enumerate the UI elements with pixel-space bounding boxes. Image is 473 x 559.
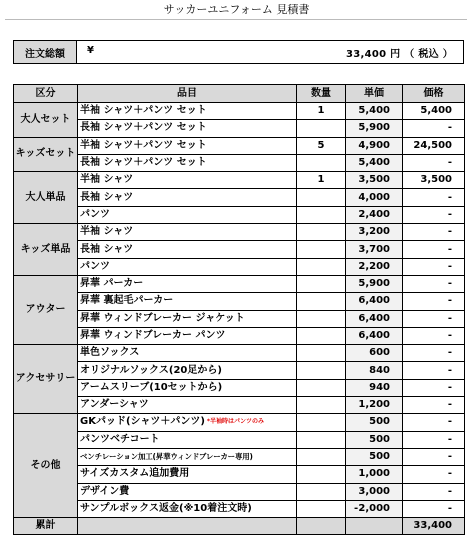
item-name: 長袖 シャツ xyxy=(80,243,134,255)
price-cell: - xyxy=(403,120,465,137)
quantity-cell xyxy=(297,310,346,327)
item-name: デザイン費 xyxy=(80,485,130,497)
item-name: アンダーシャツ xyxy=(80,399,149,411)
price-cell: - xyxy=(403,224,465,241)
table-row xyxy=(14,414,465,431)
item-cell xyxy=(78,345,297,362)
item-cell xyxy=(78,362,297,379)
table-row xyxy=(14,258,465,275)
unit-price-cell xyxy=(346,224,403,241)
table-row xyxy=(14,293,465,310)
category-label: アクセサリー xyxy=(14,345,78,414)
item-cell xyxy=(78,103,297,120)
table-row xyxy=(14,154,465,171)
item-cell xyxy=(78,241,297,258)
cumulative-empty-cell xyxy=(297,518,346,535)
unit-price-cell xyxy=(346,483,403,500)
item-cell xyxy=(78,466,297,483)
item-name: 半袖 シャツ xyxy=(80,226,134,238)
unit-price-value: 2,200 xyxy=(358,260,390,272)
table-row xyxy=(14,345,465,362)
unit-price-value: 6,400 xyxy=(358,330,390,341)
item-cell xyxy=(78,397,297,414)
quantity-cell xyxy=(297,397,346,414)
item-cell xyxy=(78,120,297,137)
item-cell xyxy=(78,258,297,275)
item-name: ベンチレーション加工(昇華ウィンドブレーカー専用) xyxy=(80,452,253,462)
cumulative-total-label: 累計 xyxy=(14,518,78,535)
table-row xyxy=(14,189,465,206)
table-row xyxy=(14,431,465,448)
price-cell: - xyxy=(403,414,465,431)
item-name: 昇華 ウィンドブレーカー ジャケット xyxy=(80,312,245,324)
category-label: キッズ単品 xyxy=(14,224,78,276)
price-cell: 24,500 xyxy=(403,137,465,154)
item-cell xyxy=(78,154,297,171)
unit-price-value: 5,400 xyxy=(358,157,390,169)
table-header-row xyxy=(14,85,465,103)
item-cell xyxy=(78,448,297,465)
item-name: 半袖 シャツ＋パンツ セット xyxy=(80,139,207,151)
item-name: サイズカスタム追加費用 xyxy=(80,468,190,480)
unit-price-value: 5,400 xyxy=(358,105,390,117)
unit-price-value: 3,700 xyxy=(358,243,390,255)
column-header-unit-price: 単価 xyxy=(346,85,403,103)
table-row xyxy=(14,120,465,137)
unit-price-cell xyxy=(346,379,403,396)
unit-price-value: 3,000 xyxy=(358,485,390,497)
quantity-cell xyxy=(297,483,346,500)
unit-price-value: 5,900 xyxy=(358,122,390,134)
table-row xyxy=(14,379,465,396)
item-cell xyxy=(78,189,297,206)
item-name: 半袖 シャツ xyxy=(80,174,134,186)
quantity-cell: 5 xyxy=(297,137,346,154)
column-header-category: 区分 xyxy=(14,85,78,103)
column-header-item: 品目 xyxy=(78,85,297,103)
quantity-cell xyxy=(297,379,346,396)
unit-price-cell xyxy=(346,258,403,275)
item-cell xyxy=(78,224,297,241)
unit-price-cell xyxy=(346,189,403,206)
quantity-cell xyxy=(297,275,346,292)
item-cell xyxy=(78,206,297,223)
order-total-value: 33,400 円 （ 税込 ） xyxy=(345,49,453,60)
unit-price-cell xyxy=(346,120,403,137)
order-total-amount-cell xyxy=(77,41,464,64)
quantity-cell xyxy=(297,500,346,517)
table-row xyxy=(14,397,465,414)
price-cell: - xyxy=(403,310,465,327)
order-total-table xyxy=(13,40,464,64)
item-cell xyxy=(78,137,297,154)
item-name: 長袖 シャツ＋パンツ セット xyxy=(80,122,207,134)
unit-price-cell xyxy=(346,241,403,258)
unit-price-cell xyxy=(346,206,403,223)
unit-price-value: 940 xyxy=(369,381,390,393)
price-cell: - xyxy=(403,275,465,292)
price-cell: 3,500 xyxy=(403,172,465,189)
quantity-cell xyxy=(297,258,346,275)
table-row xyxy=(14,241,465,258)
item-name: 昇華 パーカー xyxy=(80,278,144,290)
item-name: 昇華 裏起毛パーカー xyxy=(80,295,174,307)
quantity-cell xyxy=(297,431,346,448)
column-header-price: 価格 xyxy=(403,85,465,103)
quantity-cell xyxy=(297,224,346,241)
category-label: 大人単品 xyxy=(14,172,78,224)
category-label: アウター xyxy=(14,275,78,344)
unit-price-cell xyxy=(346,431,403,448)
quantity-cell xyxy=(297,362,346,379)
table-row xyxy=(14,483,465,500)
quantity-cell xyxy=(297,466,346,483)
unit-price-cell xyxy=(346,397,403,414)
price-cell: - xyxy=(403,293,465,310)
unit-price-value: 2,000 xyxy=(358,502,390,514)
quantity-cell xyxy=(297,154,346,171)
table-row xyxy=(14,224,465,241)
item-name: 昇華 ウィンドブレーカー パンツ xyxy=(80,330,226,341)
unit-price-cell xyxy=(346,103,403,120)
item-name: オリジナルソックス(20足から) xyxy=(80,364,222,376)
item-cell xyxy=(78,500,297,517)
price-cell: 5,400 xyxy=(403,103,465,120)
unit-price-value: 840 xyxy=(369,364,390,376)
unit-price-cell xyxy=(346,327,403,344)
price-cell: - xyxy=(403,206,465,223)
category-label: 大人セット xyxy=(14,103,78,138)
unit-price-value: 2,400 xyxy=(358,208,390,220)
table-row xyxy=(14,362,465,379)
unit-price-cell xyxy=(346,414,403,431)
quantity-cell xyxy=(297,189,346,206)
item-name: GKパッド(シャツ＋パンツ) xyxy=(80,416,205,428)
unit-price-cell xyxy=(346,293,403,310)
unit-price-value: 1,000 xyxy=(358,468,390,480)
unit-price-value: 500 xyxy=(369,416,390,428)
item-name: パンツ xyxy=(80,208,110,220)
cumulative-total-value: 33,400 xyxy=(403,518,465,535)
unit-price-cell xyxy=(346,172,403,189)
table-row xyxy=(14,137,465,154)
item-name: パンツベチコート xyxy=(80,433,160,445)
price-cell: - xyxy=(403,327,465,344)
quantity-cell xyxy=(297,241,346,258)
table-row xyxy=(14,172,465,189)
item-cell xyxy=(78,327,297,344)
item-cell xyxy=(78,172,297,189)
item-cell xyxy=(78,414,297,431)
unit-price-value: 500 xyxy=(369,433,390,445)
unit-price-value: 3,200 xyxy=(358,226,390,238)
price-cell: - xyxy=(403,154,465,171)
table-row xyxy=(14,310,465,327)
item-name: アームスリーブ(10セットから) xyxy=(80,381,223,393)
cumulative-empty-cell xyxy=(346,518,403,535)
unit-price-cell xyxy=(346,154,403,171)
column-header-quantity: 数量 xyxy=(297,85,346,103)
table-row xyxy=(14,466,465,483)
unit-price-cell xyxy=(346,137,403,154)
quantity-cell xyxy=(297,206,346,223)
item-name: サンプルボックス返金(※10着注文時) xyxy=(80,502,252,514)
quantity-cell xyxy=(297,120,346,137)
price-cell: - xyxy=(403,483,465,500)
unit-price-value: 500 xyxy=(369,451,390,463)
unit-price-value: 4,900 xyxy=(358,139,390,151)
quantity-cell xyxy=(297,327,346,344)
title-divider xyxy=(5,19,467,20)
unit-price-value: 6,400 xyxy=(358,295,390,307)
order-total-label: 注文総額 xyxy=(14,41,77,64)
item-cell xyxy=(78,275,297,292)
table-row xyxy=(14,103,465,120)
table-row xyxy=(14,275,465,292)
price-cell: - xyxy=(403,345,465,362)
price-cell: - xyxy=(403,189,465,206)
estimate-table xyxy=(13,84,465,535)
price-cell: - xyxy=(403,241,465,258)
item-name: 長袖 シャツ xyxy=(80,191,134,203)
price-cell: - xyxy=(403,258,465,275)
quantity-cell xyxy=(297,293,346,310)
item-cell xyxy=(78,293,297,310)
price-cell: - xyxy=(403,379,465,396)
unit-price-value: 5,900 xyxy=(358,278,390,290)
quantity-cell xyxy=(297,448,346,465)
table-row xyxy=(14,327,465,344)
price-cell: - xyxy=(403,448,465,465)
unit-price-cell xyxy=(346,310,403,327)
quantity-cell xyxy=(297,345,346,362)
unit-price-cell xyxy=(346,466,403,483)
table-row xyxy=(14,500,465,517)
unit-price-cell xyxy=(346,275,403,292)
item-cell xyxy=(78,483,297,500)
unit-price-cell xyxy=(346,345,403,362)
item-name: 単色ソックス xyxy=(80,347,140,359)
category-label: その他 xyxy=(14,414,78,518)
document-title: サッカーユニフォーム 見積書 xyxy=(163,3,310,16)
unit-price-cell xyxy=(346,448,403,465)
price-cell: - xyxy=(403,362,465,379)
unit-price-value: 600 xyxy=(369,347,390,359)
table-row xyxy=(14,448,465,465)
unit-price-cell xyxy=(346,500,403,517)
item-cell xyxy=(78,379,297,396)
cumulative-empty-cell xyxy=(78,518,297,535)
price-cell: - xyxy=(403,397,465,414)
item-name: 長袖 シャツ＋パンツ セット xyxy=(80,157,207,169)
table-row xyxy=(14,206,465,223)
unit-price-value: 1,200 xyxy=(358,399,390,411)
unit-price-value: 4,000 xyxy=(358,191,390,203)
unit-price-value: 6,400 xyxy=(358,312,390,324)
yen-symbol: ¥ xyxy=(87,45,94,56)
quantity-cell: 1 xyxy=(297,172,346,189)
unit-price-sign: - xyxy=(354,502,359,514)
price-cell: - xyxy=(403,466,465,483)
item-name: 半袖 シャツ＋パンツ セット xyxy=(80,105,207,117)
quantity-cell xyxy=(297,414,346,431)
unit-price-value: 3,500 xyxy=(358,174,390,186)
unit-price-cell xyxy=(346,362,403,379)
cumulative-total-row xyxy=(14,518,465,535)
item-cell xyxy=(78,431,297,448)
item-name: パンツ xyxy=(80,260,110,272)
item-note: *半袖時はパンツのみ xyxy=(206,418,265,426)
item-cell xyxy=(78,310,297,327)
price-cell: - xyxy=(403,431,465,448)
category-label: キッズセット xyxy=(14,137,78,172)
quantity-cell: 1 xyxy=(297,103,346,120)
price-cell: - xyxy=(403,500,465,517)
